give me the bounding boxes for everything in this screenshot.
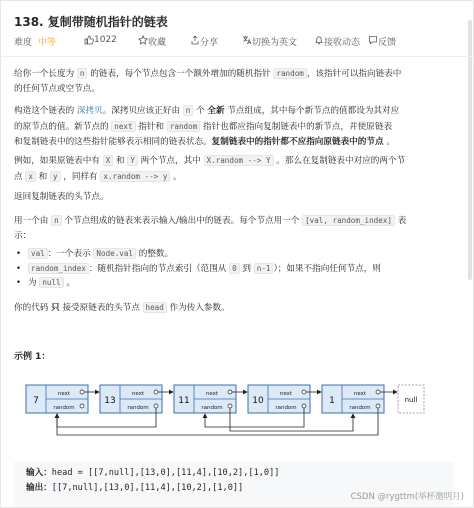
next-label: next [131,391,145,397]
next-label: next [279,391,293,397]
collect-button[interactable]: 收藏 [138,35,148,47]
random-label: random [275,405,297,411]
share-button[interactable]: 分享 [190,35,200,47]
switch-language-button[interactable]: 切换为英文 [242,35,252,47]
next-label: next [205,391,219,397]
scrollbar[interactable] [468,20,472,280]
list-item: • random_index ：随机指针指向的节点索引（范围从 0 到 n-1 ）；如果不指向任何节点，则 [28,262,448,277]
random-label: random [201,405,223,411]
description-paragraph-1: 给你一个长度为 n 的链表，每个节点包含一个额外增加的随机指针 random ，该指针可以指向链表中 的任何节点或空节点。 [14,69,402,94]
difficulty-label: 难度 [14,38,33,48]
thumbs-up-icon [84,35,94,45]
input-label: 输入： [26,468,52,478]
list-item-continuation: • 为 null 。 [28,276,448,291]
bell-icon [314,35,324,45]
feedback-icon [368,35,378,45]
star-icon [138,35,148,45]
random-label: random [53,405,75,411]
random-label: random [349,405,371,411]
random-label: random [127,405,149,411]
description-paragraph-2: 构造这个链表的 深拷贝。深拷贝应该正好由 n 个 全新 节点组成，其中每个新节点的值都设为其对应 的原节点的值。新节点的 next 指针和 random 指针也都应指向复制链表中的新节点，并使原链表 和复制链表中的这些指针能够表示相同的链表状态。复制链表中的指针都不应指向原链表中的节点 。 [14,106,400,147]
output-value: [[7,null],[13,0],[11,4],[10,2],[1,0]] [51,483,244,493]
format-bullet-list [28,247,448,291]
description-paragraph-4: 返回复制链表的头节点。 [14,192,109,202]
subscribe-button[interactable]: 接收动态 [314,35,324,47]
node-value: 10 [252,396,264,406]
linked-list-diagram [0,373,474,453]
list-item: • val ：一个表示 Node.val 的整数。 [28,247,448,262]
node-value: 7 [33,396,39,406]
input-value: head = [[7,null],[13,0],[11,4],[10,2],[1,0]] [51,468,280,478]
null-label: null [404,396,418,404]
feedback-button[interactable]: 反馈 [368,35,378,47]
problem-title: 138. 复制带随机指针的链表 [14,15,168,29]
header-divider [0,56,474,57]
node-value: 13 [104,396,116,406]
node-value: 1 [329,396,335,406]
deep-copy-link[interactable]: 深拷贝 [76,106,103,116]
translate-icon [242,35,252,45]
share-icon [190,35,200,45]
difficulty-badge: 中等 [38,38,57,48]
like-count: 1022 [94,35,117,45]
node-value: 11 [178,396,190,406]
description-paragraph-3: 例如，如果原链表中有 X 和 Y 两个节点，其中 X.random --> Y 。那么在复制链表中对应的两个节 点 x 和 y ，同样有 x.random --> y 。 [14,156,406,182]
next-label: next [353,391,367,397]
like-button[interactable] [84,35,117,47]
watermark: CSDN @rygttm(举杯邀明月) [350,492,464,502]
output-label: 输出： [26,483,52,493]
next-label: next [57,391,71,397]
description-paragraph-5: 用一个由 n 个节点组成的链表来表示输入/输出中的链表。每个节点用一个 [val, random_index] 表 示： [14,216,407,241]
problem-meta-bar [14,35,464,49]
description-paragraph-6: 你的代码 只 接受原链表的头节点 head 作为传入参数。 [14,303,230,313]
example-heading: 示例 1： [14,352,51,362]
